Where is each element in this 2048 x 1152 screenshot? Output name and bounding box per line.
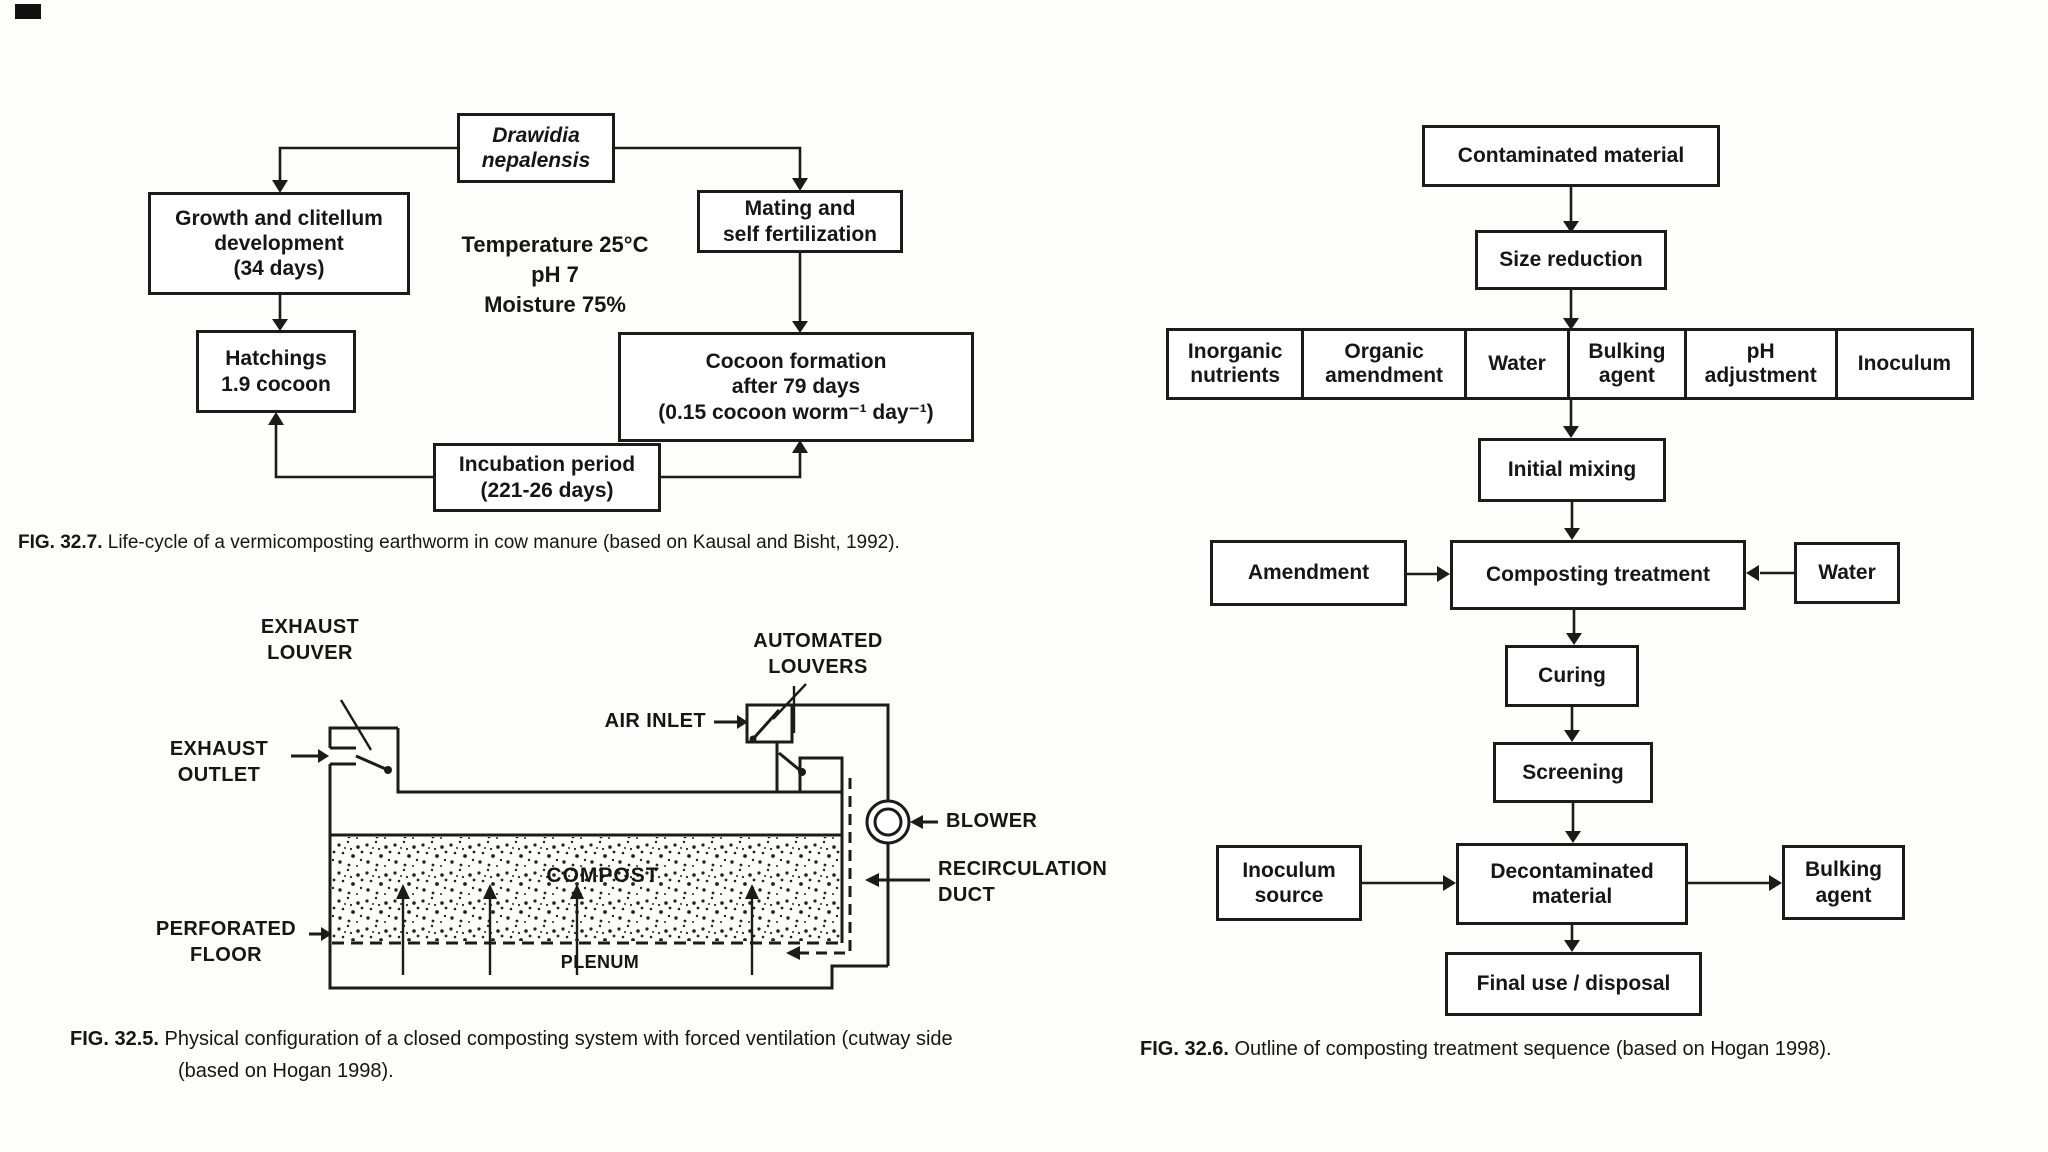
label-line: FLOOR xyxy=(190,944,262,966)
node-line: development xyxy=(214,231,344,255)
node-line: Final use / disposal xyxy=(1476,972,1671,996)
node-line: Incubation period xyxy=(458,453,636,477)
label-recirculation-duct xyxy=(938,856,1168,908)
node-hatchings xyxy=(196,330,356,413)
blower-symbol xyxy=(867,801,938,843)
label-line: PERFORATED xyxy=(155,918,297,940)
node-line: Size reduction xyxy=(1499,248,1643,272)
node-line: Bulking xyxy=(1805,858,1882,882)
label-blower xyxy=(946,808,1076,834)
fig327-caption-text: Life-cycle of a vermicomposting earthworm in cow manure (based on Kausal and Bisht, 1992). xyxy=(102,532,900,553)
node-mating-self-fertilization xyxy=(697,190,903,253)
cell-inorganic-nutrients: Inorganic nutrients xyxy=(1187,339,1283,387)
node-line: Cocoon formation xyxy=(705,350,887,374)
node-line: self fertilization xyxy=(722,222,878,246)
label-line: COMPOST xyxy=(546,864,660,887)
node-composting-treatment xyxy=(1450,540,1746,610)
scan-artifact-mark xyxy=(15,4,41,19)
fig326-caption-text: Outline of composting treatment sequence (based on Hogan 1998). xyxy=(1228,1038,1832,1060)
node-curing xyxy=(1505,645,1639,707)
label-line: RECIRCULATION xyxy=(938,858,1108,880)
label-automated-louvers xyxy=(733,628,903,680)
label-line: LOUVERS xyxy=(768,656,868,678)
condition-moisture: Moisture 75% xyxy=(484,291,626,317)
node-amendment xyxy=(1210,540,1407,606)
label-line: LOUVER xyxy=(267,642,353,664)
condition-ph: pH 7 xyxy=(531,261,579,287)
fig327-caption-number: FIG. 32.7. xyxy=(18,532,103,553)
label-line: AUTOMATED xyxy=(753,630,883,652)
fig326-caption-number: FIG. 32.6. xyxy=(1140,1038,1229,1060)
node-bulking-agent xyxy=(1782,845,1905,920)
node-line: Curing xyxy=(1538,664,1606,688)
label-perforated-floor xyxy=(148,916,304,968)
node-line: 1.9 cocoon xyxy=(221,372,331,396)
environment-conditions-text xyxy=(420,230,690,320)
node-line: material xyxy=(1531,885,1613,908)
label-exhaust-louver xyxy=(235,614,385,666)
node-growth-clitellum xyxy=(148,192,410,295)
node-line: Drawidia xyxy=(492,123,580,147)
cell-bulking-agent: Bulking agent xyxy=(1567,331,1683,397)
additives-row xyxy=(1166,328,1974,400)
label-line: EXHAUST xyxy=(169,738,269,760)
label-line: BLOWER xyxy=(946,810,1038,832)
node-line: source xyxy=(1254,884,1324,907)
fig325-caption-text: Physical configuration of a closed composting system with forced ventilation (cutway side xyxy=(158,1028,953,1050)
node-line: Growth and clitellum xyxy=(175,206,383,230)
node-line: after 79 days xyxy=(731,375,861,399)
label-exhaust-outlet xyxy=(152,736,286,788)
cell-ph-adjustment: pH adjustment xyxy=(1684,331,1835,397)
node-water xyxy=(1794,542,1900,604)
node-line: Mating and xyxy=(744,197,856,221)
fig325-caption-line1 xyxy=(70,1026,953,1052)
fig326-caption xyxy=(1140,1036,1832,1062)
cell-water: Water xyxy=(1464,331,1567,397)
condition-temperature: Temperature 25°C xyxy=(461,232,649,257)
node-line: Screening xyxy=(1522,760,1624,784)
label-plenum xyxy=(543,951,657,974)
node-line: Water xyxy=(1818,561,1876,585)
label-line: PLENUM xyxy=(560,952,640,972)
node-incubation-period xyxy=(433,443,661,512)
node-drawidia-nepalensis xyxy=(457,113,615,183)
fig325-caption-line2 xyxy=(178,1058,394,1084)
label-compost xyxy=(528,862,678,889)
node-line: (221-26 days) xyxy=(480,478,614,502)
node-line: (0.15 cocoon worm⁻¹ day⁻¹) xyxy=(658,400,934,424)
node-line: Decontaminated xyxy=(1490,859,1654,883)
cell-inoculum: Inoculum xyxy=(1835,331,1971,397)
fig327-caption xyxy=(18,531,900,556)
node-line: Hatchings xyxy=(225,347,327,371)
node-screening xyxy=(1493,742,1653,803)
cell-organic-amendment: Organic amendment xyxy=(1301,331,1463,397)
label-line: DUCT xyxy=(938,884,996,906)
node-line: Inoculum xyxy=(1242,858,1336,882)
label-air-inlet xyxy=(580,708,706,734)
node-cocoon-formation xyxy=(618,332,974,442)
node-line: (34 days) xyxy=(233,257,325,281)
node-line: agent xyxy=(1815,883,1872,907)
node-contaminated-material xyxy=(1422,125,1720,187)
node-line: Composting treatment xyxy=(1485,563,1710,587)
label-line: AIR INLET xyxy=(604,710,706,732)
fig325-caption-number: FIG. 32.5. xyxy=(70,1028,159,1050)
node-line: Initial mixing xyxy=(1507,458,1637,482)
label-line: OUTLET xyxy=(177,764,261,786)
node-line: nepalensis xyxy=(481,149,591,172)
label-line: EXHAUST xyxy=(260,616,360,638)
node-line: Contaminated material xyxy=(1457,144,1685,168)
node-line: Amendment xyxy=(1247,561,1370,585)
node-decontaminated-material xyxy=(1456,843,1688,925)
node-final-use-disposal xyxy=(1445,952,1702,1016)
fig325-caption-text2: (based on Hogan 1998). xyxy=(178,1060,394,1082)
node-initial-mixing xyxy=(1478,438,1666,502)
node-size-reduction xyxy=(1475,230,1667,290)
fig325-pointer-lines xyxy=(341,684,806,750)
node-inoculum-source xyxy=(1216,845,1362,921)
